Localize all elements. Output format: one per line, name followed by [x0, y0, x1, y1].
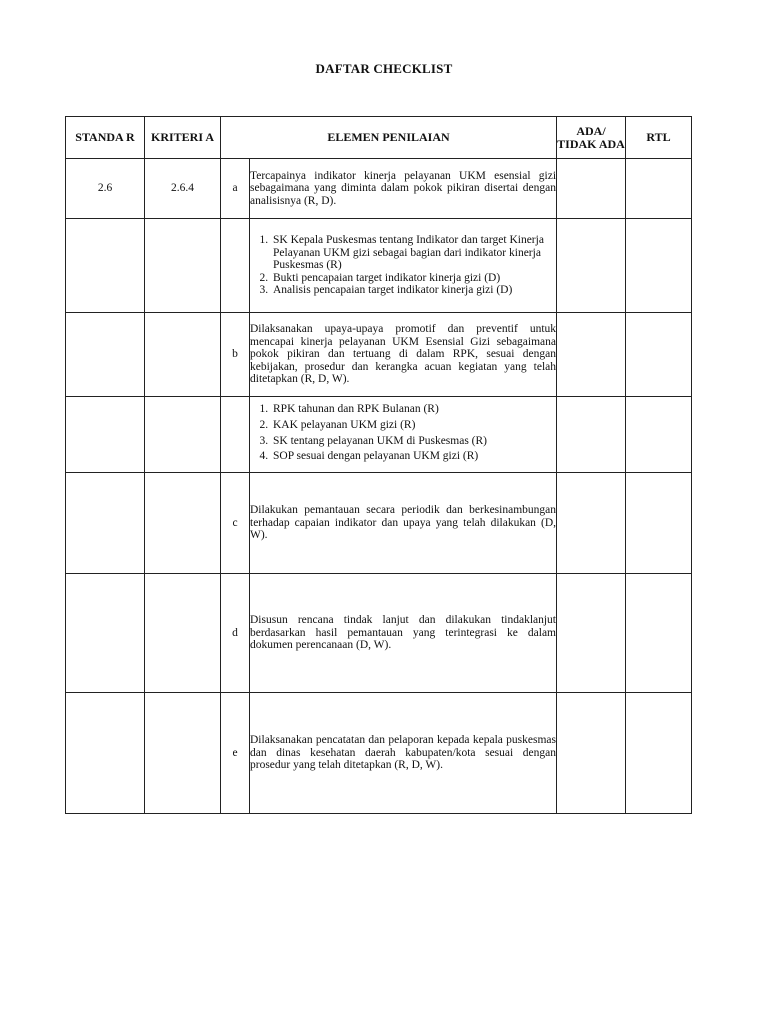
rtl-cell [626, 397, 692, 473]
header-rtl: RTL [626, 117, 692, 159]
header-ada-tidak-ada: ADA/ TIDAK ADA [557, 117, 626, 159]
checklist-table [65, 116, 692, 814]
header-row [66, 117, 692, 159]
table-row [66, 574, 692, 693]
table-row [66, 473, 692, 574]
rtl-cell [626, 159, 692, 219]
standar-cell: 2.6 [66, 159, 145, 219]
kriteria-cell [145, 397, 221, 473]
kriteria-cell [145, 313, 221, 397]
kriteria-cell [145, 473, 221, 574]
table-row [66, 313, 692, 397]
standar-cell [66, 313, 145, 397]
standar-cell [66, 693, 145, 814]
kriteria-cell [145, 693, 221, 814]
list-item: 3. SK tentang pelayanan UKM di Puskesmas (R) [271, 435, 556, 448]
ada-cell [557, 473, 626, 574]
page-title: DAFTAR CHECKLIST [315, 61, 453, 76]
element-letter: d [221, 574, 250, 693]
list-item: 1. RPK tahunan dan RPK Bulanan (R) [271, 403, 556, 416]
header-standar: STANDA R [66, 117, 145, 159]
standar-cell [66, 219, 145, 313]
table-row [66, 693, 692, 814]
list-item: 2. KAK pelayanan UKM gizi (R) [271, 419, 556, 432]
element-letter: e [221, 693, 250, 814]
ada-cell [557, 397, 626, 473]
rtl-cell [626, 313, 692, 397]
list-item: 2. Bukti pencapaian target indikator kinerja gizi (D) [271, 272, 556, 285]
standar-cell [66, 473, 145, 574]
header-elemen-penilaian: ELEMEN PENILAIAN [221, 117, 557, 159]
header-kriteria: KRITERI A [145, 117, 221, 159]
element-letter [221, 397, 250, 473]
list-item: 4. SOP sesuai dengan pelayanan UKM gizi (R) [271, 450, 556, 463]
element-description: Tercapainya indikator kinerja pelayanan UKM esensial gizi sebagaimana yang diminta dalam pokok pikiran disertai dengan analisisnya (R, D). [250, 159, 557, 219]
standar-cell [66, 574, 145, 693]
element-letter: b [221, 313, 250, 397]
element-letter [221, 219, 250, 313]
table-row [66, 219, 692, 313]
list-item: 3. Analisis pencapaian target indikator kinerja gizi (D) [271, 284, 556, 297]
evidence-list [250, 403, 556, 462]
table-row [66, 159, 692, 219]
rtl-cell [626, 574, 692, 693]
element-description: Dilakukan pemantauan secara periodik dan berkesinambungan terhadap capaian indikator dan upaya yang telah dilakukan (D, W). [250, 473, 557, 574]
element-description: Dilaksanakan upaya-upaya promotif dan preventif untuk mencapai kinerja pelayanan UKM Esensial Gizi sebagaimana pokok pikiran dan tertuang di dalam RPK, sesuai dengan kebijakan, prosedur dan kerangka acuan kegiatan yang telah ditetapkan (R, D, W). [250, 313, 557, 397]
ada-cell [557, 159, 626, 219]
kriteria-cell [145, 574, 221, 693]
rtl-cell [626, 473, 692, 574]
rtl-cell [626, 693, 692, 814]
table-row [66, 397, 692, 473]
ada-cell [557, 574, 626, 693]
list-item: 1. SK Kepala Puskesmas tentang Indikator dan target Kinerja Pelayanan UKM gizi sebagai bagian dari indikator kinerja Puskesmas (R) [271, 234, 556, 272]
element-description: Dilaksanakan pencatatan dan pelaporan kepada kepala puskesmas dan dinas kesehatan daerah kabupaten/kota sesuai dengan prosedur yang telah ditetapkan (R, D, W). [250, 693, 557, 814]
evidence-list-cell [250, 219, 557, 313]
element-description: Disusun rencana tindak lanjut dan dilakukan tindaklanjut berdasarkan hasil pemantauan yang terintegrasi ke dalam dokumen perencanaan (D, W). [250, 574, 557, 693]
kriteria-cell [145, 219, 221, 313]
element-letter: a [221, 159, 250, 219]
rtl-cell [626, 219, 692, 313]
evidence-list-cell [250, 397, 557, 473]
standar-cell [66, 397, 145, 473]
ada-cell [557, 313, 626, 397]
ada-cell [557, 693, 626, 814]
evidence-list [250, 234, 556, 297]
ada-cell [557, 219, 626, 313]
element-letter: c [221, 473, 250, 574]
kriteria-cell: 2.6.4 [145, 159, 221, 219]
